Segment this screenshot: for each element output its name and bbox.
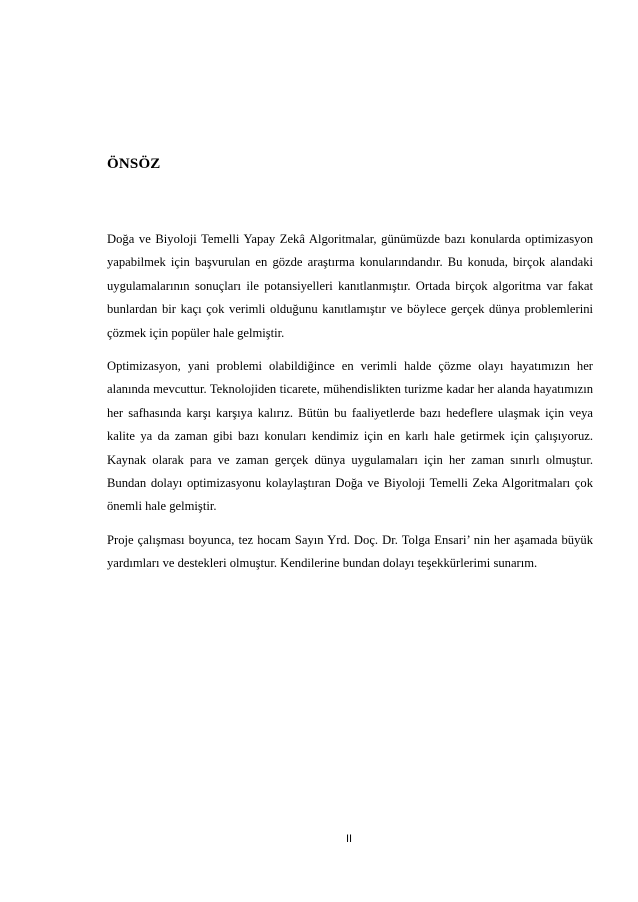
paragraph-1: Doğa ve Biyoloji Temelli Yapay Zekâ Algoritmalar, günümüzde bazı konularda optimizasyon yapabilmek için başvurulan en gözde araştırma konularındandır. Bu konuda, birçok alandaki uygulamalarının sonuçları ile potansiyelleri kanıtlanmıştır. Ortada birçok algoritma var fakat bunlardan bir kaçı çok verimli olduğunu kanıtlamıştır ve böylece gerçek dünya problemlerini çözmek için popüler hale gelmiştir. bbox=[107, 232, 593, 340]
section-heading: ÖNSÖZ bbox=[107, 156, 161, 172]
page-number: II bbox=[345, 833, 353, 845]
paragraph-3: Proje çalışması boyunca, tez hocam Sayın Yrd. Doç. Dr. Tolga Ensari’ nin her aşamada büyük yardımları ve destekleri olmuştur. Kendilerine bundan dolayı teşekkürlerimi sunarım. bbox=[107, 532, 593, 571]
paragraph-2: Optimizasyon, yani problemi olabildiğince en verimli halde çözme olayı hayatımızın her alanında mevcuttur. Teknolojiden ticarete, mühendislikten turizme kadar her alanda hayatımızın her safhasında karşı karşıya kalırız. Bütün bu faaliyetlerde bazı hedeflere ulaşmak için veya kalite ya da zaman gibi bazı konuları kendimiz için en karlı hale getirmek için çalışıyoruz. Kaynak olarak para ve zaman gerçek dünya uygulamaları için her zaman sınırlı olmuştur. Bundan dolayı optimizasyonu kolaylaştıran Doğa ve Biyoloji Temelli Zeka Algoritmaları çok önemli hale gelmiştir. bbox=[107, 359, 593, 514]
body-text bbox=[107, 228, 593, 586]
